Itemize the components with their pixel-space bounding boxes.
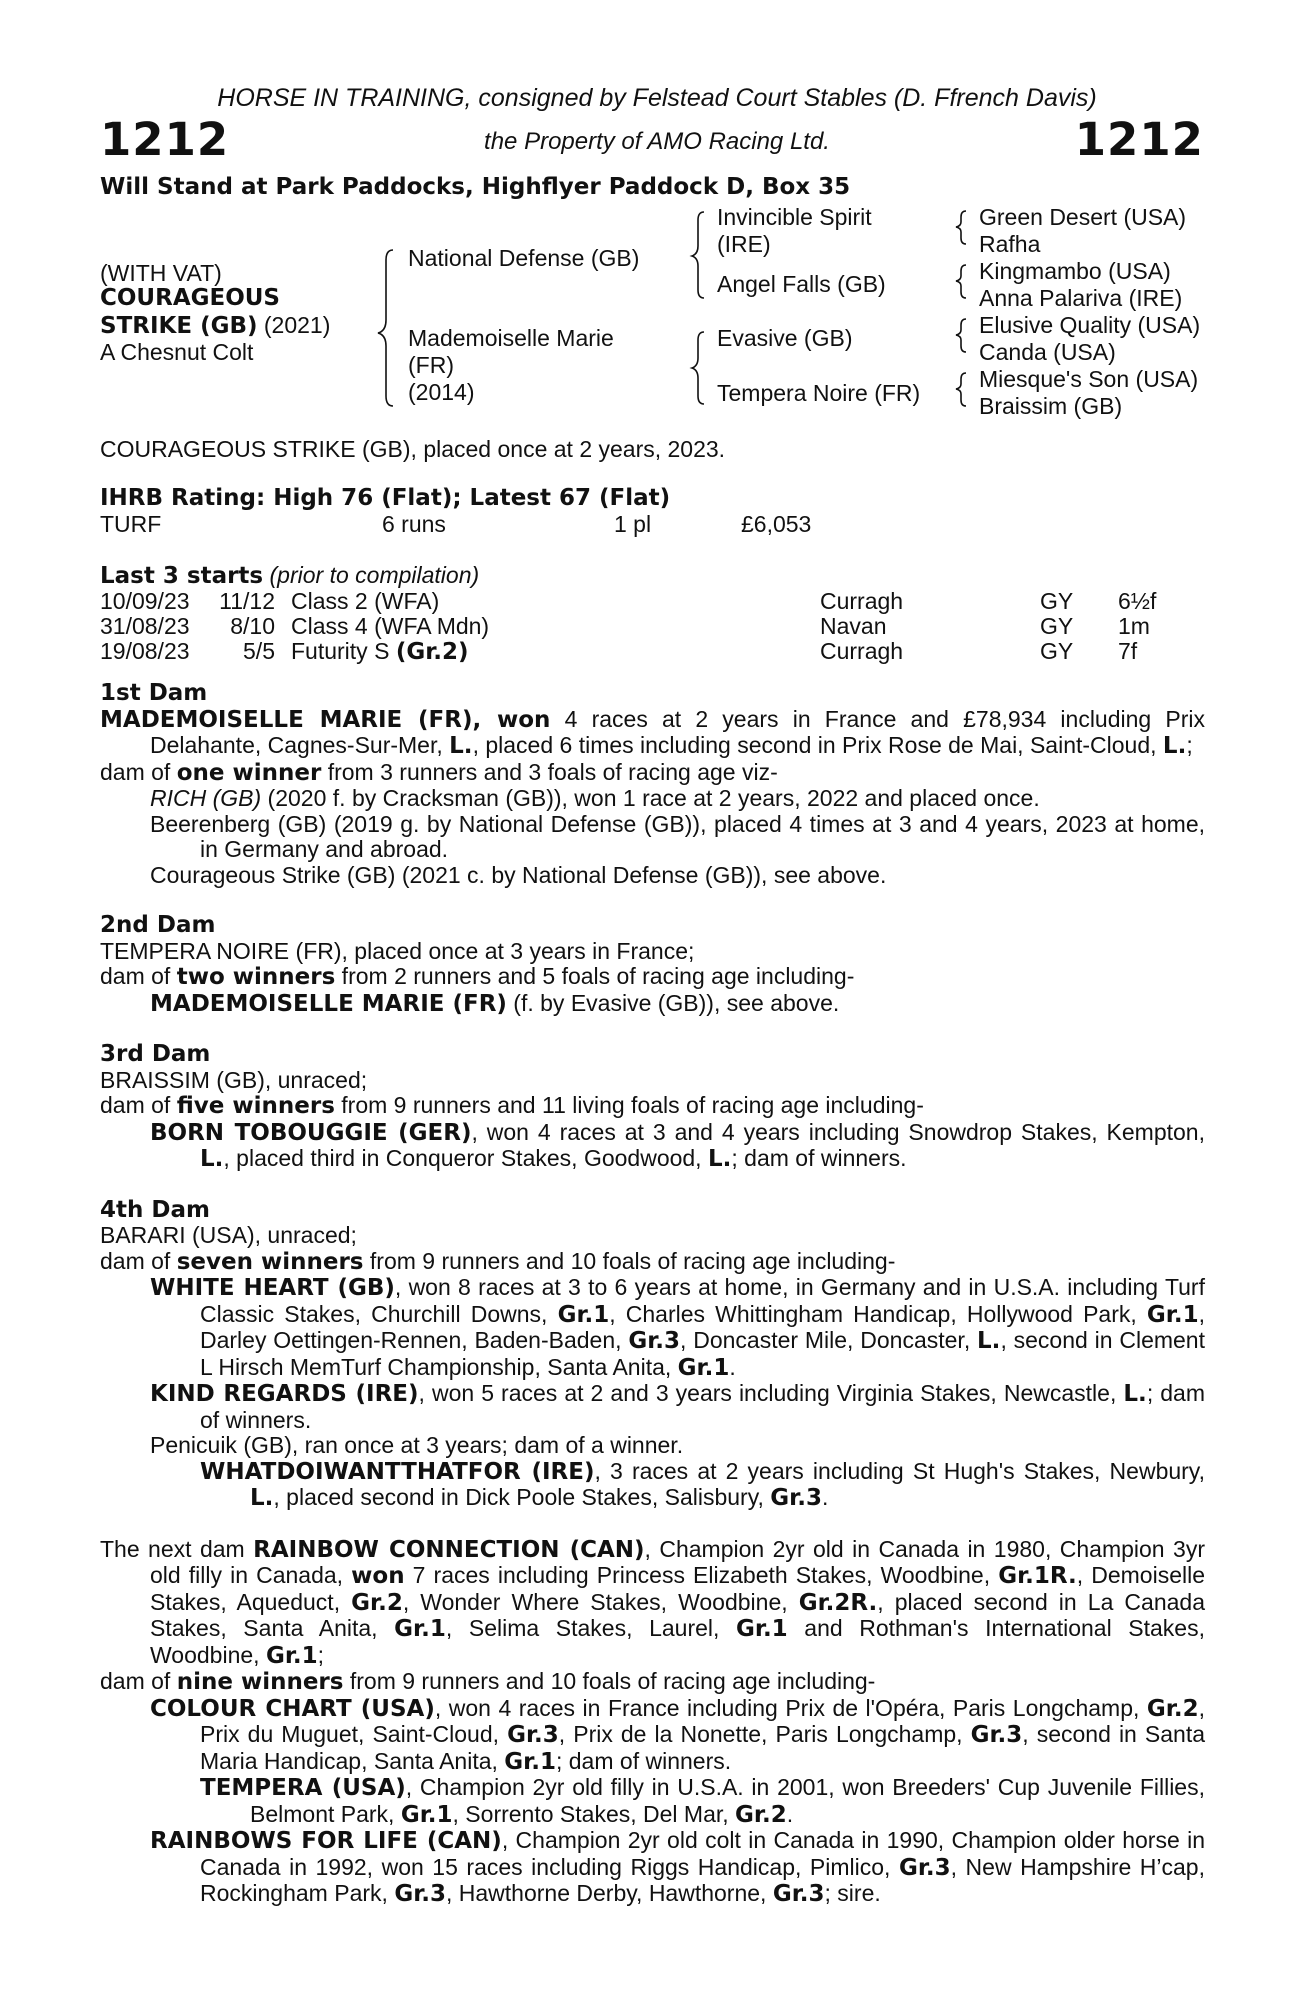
last-starts-title: Last 3 starts (100, 563, 264, 589)
first-dam-produce-summary: dam of one winner from 3 runners and 3 foals of racing age viz- (100, 758, 778, 786)
pedigree-ssd: Rafha (979, 231, 1041, 257)
rating-runs: 6 runs (382, 511, 446, 537)
vat-note: (WITH VAT) (100, 260, 222, 286)
produce-item: Beerenberg (GB) (2019 g. by National Defense (GB)), placed 4 times at 3 and 4 years, 2023 at home, in Germany and abroad. (150, 810, 1205, 862)
fourth-dam-produce-summary: dam of seven winners from 9 runners and 10 foals of racing age including- (100, 1247, 896, 1275)
rating-earnings: £6,053 (741, 511, 812, 537)
bracket-main (378, 250, 393, 406)
horse-description: A Chesnut Colt (100, 339, 254, 365)
produce-item: MADEMOISELLE MARIE (FR) (f. by Evasive (GB)), see above. (150, 989, 840, 1017)
third-dam-produce-summary: dam of five winners from 9 runners and 11 living foals of racing age including- (100, 1092, 924, 1119)
race-name: Class 2 (WFA) (291, 588, 440, 614)
pedigree-ds: Evasive (GB) (717, 325, 853, 351)
pedigree-sire: National Defense (GB) (408, 245, 640, 271)
produce-item: KIND REGARDS (IRE), won 5 races at 2 and 3 years including Virginia Stakes, Newcastle, L.; dam of winners. (150, 1380, 1205, 1433)
pedigree-sds: Kingmambo (USA) (979, 258, 1171, 284)
race-name: Futurity S (Gr.2) (291, 638, 469, 665)
produce-item: BORN TOBOUGGIE (GER), won 4 races at 3 and 4 years including Snowdrop Stakes, Kempton, L., placed third in Conqueror Stakes, Goodwood, L.; dam of winners. (150, 1118, 1205, 1172)
third-dam-record: BRAISSIM (GB), unraced; (100, 1066, 368, 1093)
pedigree-sdd: Anna Palariva (IRE) (979, 285, 1183, 311)
race-going: GY (1040, 638, 1074, 664)
last-starts-heading (100, 562, 479, 590)
second-dam-produce-summary: dam of two winners from 2 runners and 5 foals of racing age including- (100, 963, 855, 990)
rating-title: IHRB Rating: High 76 (Flat); Latest 67 (Flat) (100, 485, 671, 511)
produce-item: Penicuik (GB), ran once at 3 years; dam of a winner. (150, 1432, 684, 1458)
bracket-sire (692, 212, 704, 298)
dam-sections (100, 681, 1205, 1908)
second-dam-heading: 2nd Dam (100, 912, 216, 938)
race-going: GY (1040, 613, 1074, 639)
consignment-line: HORSE IN TRAINING, consigned by Felstead Court Stables (D. Ffrench Davis) (217, 84, 1097, 112)
pedigree-ss-line1: Invincible Spirit (717, 204, 872, 230)
lot-number-right: 1212 (1074, 113, 1204, 166)
second-dam-record: TEMPERA NOIRE (FR), placed once at 3 years in France; (100, 937, 695, 964)
race-course: Curragh (820, 638, 904, 664)
produce-item: TEMPERA (USA), Champion 2yr old filly in U.S.A. in 2001, won Breeders' Cup Juvenile Fillies, Belmont Park, Gr.1, Sorrento Stakes, Del Mar, Gr.2. (200, 1774, 1205, 1828)
produce-item: COLOUR CHART (USA), won 4 races in France including Prix de l'Opéra, Paris Longchamp, Gr.2, Prix du Muguet, Saint-Cloud, Gr.3, Prix de la Nonette, Paris Longchamp, Gr.3, second in Santa Maria Handicap, Santa Anita, Gr.1; dam of winners. (150, 1694, 1206, 1775)
rating-surface: TURF (100, 511, 162, 537)
pedigree-dam-line2: (FR) (408, 352, 454, 378)
pedigree-dsd: Canda (USA) (979, 339, 1116, 365)
next-dam-record: The next dam RAINBOW CONNECTION (CAN), Champion 2yr old in Canada in 1980, Champion 3yr old filly in Canada, won 7 races including Princess Elizabeth Stakes, Woodbine, Gr.1R., Demoiselle Stakes, Aqueduct, Gr.2, Wonder Where Stakes, Woodbine, Gr.2R., placed second in La Canada Stakes, Santa Anita, Gr.1, Selima Stakes, Laurel, Gr.1 and Rothman's International Stakes, Woodbine, Gr.1; (100, 1535, 1205, 1669)
next-dam-produce-summary: dam of nine winners from 9 runners and 10 foals of racing age including- (100, 1668, 876, 1695)
bracket-dam (692, 332, 704, 404)
last-starts-note: (prior to compilation) (269, 562, 480, 588)
pedigree-dam-line3: (2014) (408, 379, 475, 405)
stand-location: Will Stand at Park Paddocks, Highflyer Paddock D, Box 35 (100, 174, 851, 200)
race-date: 10/09/23 (100, 588, 190, 614)
first-dam-record: MADEMOISELLE MARIE (FR), won 4 races at 2 years in France and £78,934 including Prix Delahante, Cagnes-Sur-Mer, L., placed 6 times including second in Prix Rose de Mai, Saint-Cloud, L.; (100, 705, 1205, 759)
horse-name-line1: COURAGEOUS (100, 285, 281, 311)
lot-number-left: 1212 (100, 113, 230, 166)
pedigree-dds: Miesque's Son (USA) (979, 366, 1199, 392)
property-line: the Property of AMO Racing Ltd. (484, 128, 830, 155)
horse-name-line2: STRIKE (GB) (100, 313, 258, 339)
race-going: GY (1040, 588, 1074, 614)
pedigree-dd: Tempera Noire (FR) (717, 380, 921, 406)
rating-placed: 1 pl (614, 511, 652, 537)
pedigree-sss: Green Desert (USA) (979, 204, 1187, 230)
race-date: 19/08/23 (100, 638, 190, 664)
pedigree-ddd: Braissim (GB) (979, 393, 1123, 419)
summary-line: COURAGEOUS STRIKE (GB), placed once at 2 years, 2023. (100, 436, 726, 462)
bracket-sd (956, 265, 966, 298)
pedigree-dam-line1: Mademoiselle Marie (408, 325, 614, 351)
produce-item: Courageous Strike (GB) (2021 c. by National Defense (GB)), see above. (150, 861, 887, 888)
produce-item: WHITE HEART (GB), won 8 races at 3 to 6 years at home, in Germany and in U.S.A. including Turf Classic Stakes, Churchill Downs, Gr.1, Charles Whittingham Handicap, Hollywood Park, Gr.1, Darley Oettingen-Rennen, Baden-Baden, Gr.3, Doncaster Mile, Doncaster, L., second in Clement L Hirsch MemTurf Championship, Santa Anita, Gr.1. (150, 1274, 1205, 1381)
bracket-ss (956, 211, 966, 244)
horse-year: (2021) (263, 312, 331, 338)
race-distance: 6½f (1118, 588, 1157, 614)
race-distance: 1m (1118, 613, 1150, 639)
race-position: 5/5 (243, 638, 275, 664)
produce-item: WHATDOIWANTTHATFOR (IRE), 3 races at 2 years including St Hugh's Stakes, Newbury, L., placed second in Dick Poole Stakes, Salisbury, Gr.3. (200, 1457, 1205, 1511)
race-name: Class 4 (WFA Mdn) (291, 613, 490, 639)
produce-item: RAINBOWS FOR LIFE (CAN), Champion 2yr old colt in Canada in 1990, Champion older horse in Canada in 1992, won 15 races including Riggs Handicap, Pimlico, Gr.3, New Hampshire H’cap, Rockingham Park, Gr.3, Hawthorne Derby, Hawthorne, Gr.3; sire. (150, 1827, 1206, 1907)
pedigree-ss-line2: (IRE) (717, 231, 771, 257)
bracket-ds (956, 319, 966, 352)
race-course: Navan (820, 613, 887, 639)
pedigree-brackets (0, 0, 1314, 440)
race-course: Curragh (820, 588, 904, 614)
race-position: 11/12 (219, 588, 275, 614)
fourth-dam-heading: 4th Dam (100, 1196, 210, 1223)
pedigree-dss: Elusive Quality (USA) (979, 312, 1201, 338)
produce-item: RICH (GB) (2020 f. by Cracksman (GB)), won 1 race at 2 years, 2022 and placed once. (150, 785, 1040, 811)
third-dam-heading: 3rd Dam (100, 1041, 211, 1067)
fourth-dam-record: BARARI (USA), unraced; (100, 1222, 357, 1248)
first-dam-heading: 1st Dam (100, 680, 208, 706)
bracket-dd (956, 373, 966, 406)
race-date: 31/08/23 (100, 613, 190, 639)
race-position: 8/10 (230, 613, 275, 639)
pedigree-sd: Angel Falls (GB) (717, 271, 886, 297)
race-distance: 7f (1118, 638, 1138, 664)
